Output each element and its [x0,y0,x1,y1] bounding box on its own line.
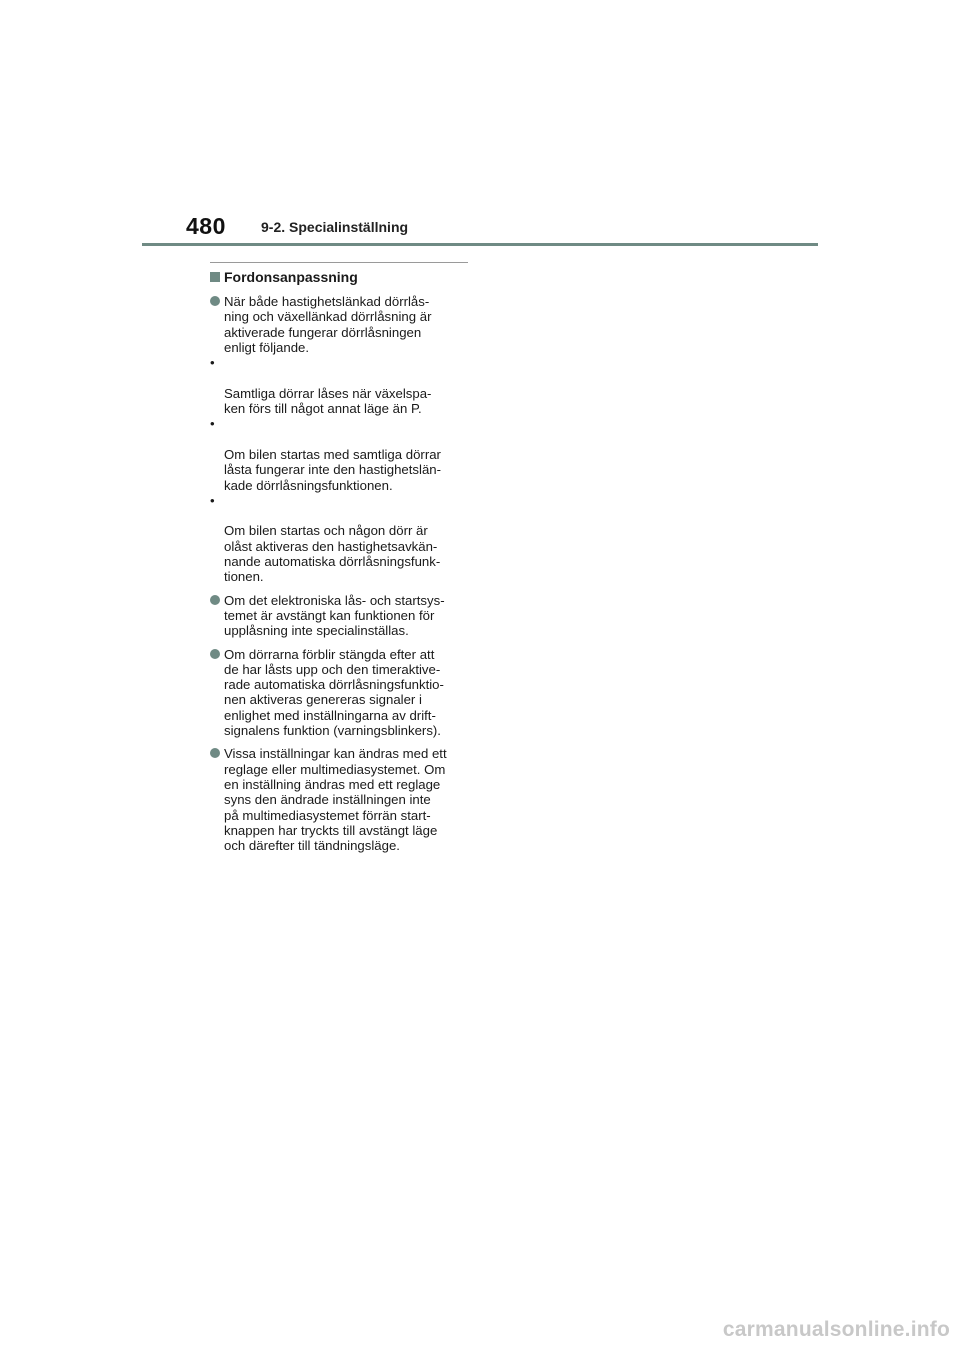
dot-icon: • [210,355,215,371]
bullet-text: Om dörrarna förblir stängda efter att de har låsts upp och den timeraktive- rade automatiska dörrlåsningsfunktio- nen aktiveras genereras signaler i enlighet med inställningarna av drift- signalens funktion (varningsblinkers). [224,646,444,739]
sub-item [210,493,470,585]
subsection-heading [210,269,470,285]
bullet-text: När både hastighetslänkad dörrlås- ning och växellänkad dörrlåsning är aktiverade fungerar dörrlåsningen enligt följande. [224,294,432,355]
circle-bullet-icon [210,595,220,605]
square-bullet-icon [210,272,220,282]
sub-item [210,355,470,416]
sub-list [210,355,470,584]
sub-item [210,416,470,492]
bullet-item [210,294,470,585]
section-divider [210,262,468,263]
bullet-text: Vissa inställningar kan ändras med ett reglage eller multimediasystemet. Om en inställning ändras med ett reglage syns den ändrade inställningen inte på multimediasystemet förrän start- knappen har tryckts till avstängt läge och därefter till tändningsläge. [224,746,447,854]
section-title: 9-2. Specialinställning [261,219,409,235]
dot-icon: • [210,416,215,432]
circle-bullet-icon [210,296,220,306]
bullet-item [210,647,470,739]
sub-item-text: Samtliga dörrar låses när växelspa- ken förs till något annat läge än P. [224,385,432,417]
page-number: 480 [186,213,226,239]
content-column [210,262,470,861]
bullet-text: Om det elektroniska lås- och startsys- temet är avstängt kan funktionen för upplåsning inte specialinställas. [224,592,445,639]
watermark-link[interactable]: carmanualsonline.info [722,1318,950,1341]
sub-item-text: Om bilen startas med samtliga dörrar låsta fungerar inte den hastighetslän- kade dörrlåsningsfunktionen. [224,446,442,493]
header-rule [142,243,818,246]
heading-text: Fordonsanpassning [224,269,358,285]
dot-icon: • [210,492,215,508]
circle-bullet-icon [210,649,220,659]
bullet-item [210,746,470,853]
sub-item-text: Om bilen startas och någon dörr är olåst aktiveras den hastighetsavkän- nande automatiska dörrlåsningsfunk- tionen. [224,523,441,585]
circle-bullet-icon [210,748,220,758]
bullet-item [210,593,470,639]
